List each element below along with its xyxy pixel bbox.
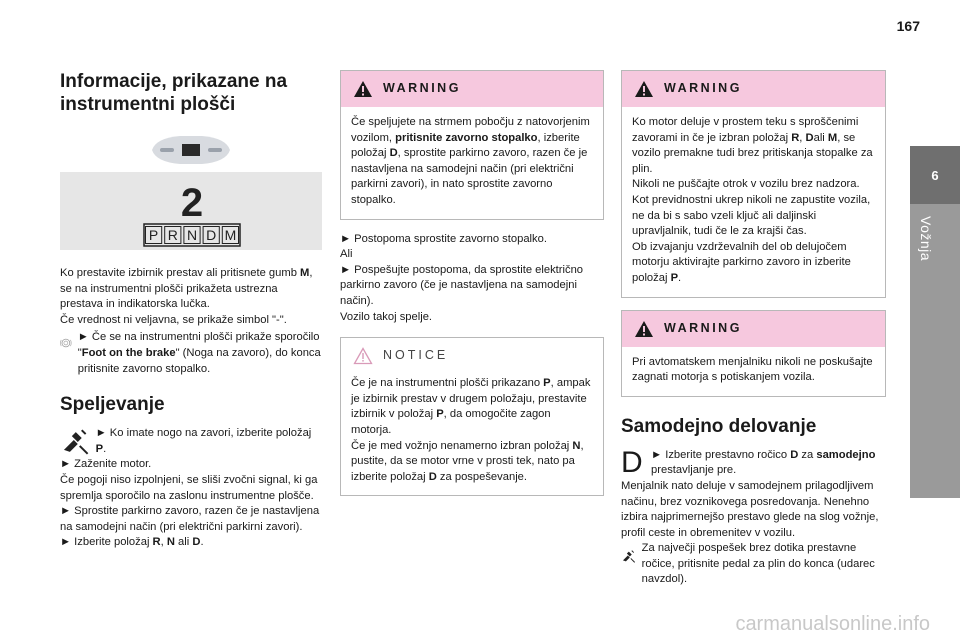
section-heading-info: Informacije, prikazane na instrumentni plošči (60, 71, 288, 115)
notice-text-2: Če je med vožnjo nenamerno izbran položaj N, pustite, da se motor vrne v prosti tek, nato pa izberite položaj D za pospeševanje. (351, 439, 584, 483)
gear-digit: 2 (180, 181, 204, 225)
release-step-2: ► Pospešujte postopoma, da sprostite električno parkirno zavoro (če je nastavljena na samodejni način). (340, 263, 584, 307)
warning-text-4: Ob izvajanju vzdrževalnih del ob delujočem motorju aktivirajte parkirno zavoro in izberite položaj P. (632, 240, 851, 284)
release-step-1: ► Postopoma sprostite zavorno stopalko. (340, 232, 547, 245)
column-2 (340, 70, 604, 496)
notice-label: NOTICE (383, 348, 449, 363)
info-paragraph-1: Ko prestavite izbirnik prestav ali pritisnete gumb M, se na instrumentni plošči prikažeta ustrezna prestava in indikatorska lučka. (60, 267, 313, 311)
chapter-number: 6 (910, 146, 960, 204)
info-paragraph-2: Če vrednost ni veljavna, se prikaže simbol "-". (60, 313, 287, 326)
gear-indicator-display (142, 180, 242, 248)
start-step-4: ► Sprostite parkirno zavoro, razen če je nastavljena na samodejni način (pri električni parkirni zavori). (60, 505, 320, 533)
gear-letter-r: R (167, 227, 178, 243)
start-step-3: Če pogoji niso izpolnjeni, se sliši zvočni signal, ki ga spremlja sporočilo na zaslonu instrumentne plošče. (60, 473, 318, 502)
auto-paragraph-2: Za največji pospešek brez dotika prestavne ročice, pritisnite pedal za plin do konca (udarec navzdol). (641, 542, 875, 586)
foot-on-brake-icon (60, 426, 90, 456)
brake-pedal-icon (60, 330, 72, 356)
notice-text-1: Če je na instrumentni plošči prikazano P, ampak je izbirnik prestav v drugem položaju, prestavite izbirnik v položaj P, da omogočite zagon motorja. (351, 377, 591, 436)
warning-callout-2 (621, 70, 886, 298)
auto-step-1: ► Izberite prestavno ročico D za samodejno prestavljanje pre. (651, 448, 876, 477)
instrument-cluster-icon (60, 128, 322, 170)
footer-watermark: carmanualsonline.info (735, 613, 930, 635)
page-number: 167 (896, 18, 920, 34)
chapter-side-tab[interactable] (910, 146, 960, 498)
chapter-title: Vožnja (918, 216, 934, 262)
warning-label: WARNING (664, 81, 742, 96)
gear-letter-d: D (206, 227, 217, 243)
instrument-panel-illustration (60, 128, 322, 248)
gear-letter-p: P (148, 227, 159, 243)
warning-text-3: Kot previdnostni ukrep nikoli ne zapustite vozila, ne da bi s sabo vzeli ključ ali daljinski upravljalnik, tudi če le za krajši čas. (632, 193, 871, 238)
section-heading-auto: Samodejno delovanje (621, 415, 817, 437)
warning-callout-1 (340, 70, 604, 220)
release-or: Ali (340, 248, 353, 261)
notice-triangle-icon (353, 347, 373, 365)
section-heading-start: Speljevanje (60, 394, 165, 416)
start-step-1: ► Ko imate nogo na zavori, izberite položaj P. (95, 427, 312, 455)
accelerator-pedal-icon (621, 541, 636, 571)
warning-label: WARNING (664, 320, 742, 335)
gear-letter-m: M (224, 227, 237, 243)
gear-d-symbol: D (621, 445, 643, 479)
warning-callout-3 (621, 310, 886, 397)
info-paragraph-3: ► Če se na instrumentni plošči prikaže sporočilo "Foot on the brake" (Noga na zavoro), do konca pritisnite zavorno stopalko. (77, 331, 321, 375)
warning-label: WARNING (383, 81, 461, 96)
warning-triangle-icon (353, 80, 373, 98)
start-step-2: ► Zaženite motor. (60, 458, 152, 471)
notice-callout (340, 337, 604, 496)
release-result: Vozilo takoj spelje. (340, 310, 433, 323)
auto-paragraph-1: Menjalnik nato deluje v samodejnem prilagodljivem načinu, brez voznikovega posredovanja. Nenehno izbira najprimernejšo prestavo glede na slog vožnje, profil ceste in obremenitev v vozilu. (621, 479, 879, 539)
warning-text-1: Ko motor deluje v prostem teku s sproščenimi zavorami in če je izbran položaj R, Dali M, se vozilo premakne tudi brez pritiskanja stopalke za plin. (632, 116, 873, 175)
warning-text: Če speljujete na strmem pobočju z natovorjenim vozilom, pritisnite zavorno stopalko, izberite položaj D, sprostite parkirno zavoro, razen če je nastavljena na samodejni način (pri električni parkirni zavori), in nato sprostite zavorno stopalko. (351, 116, 590, 206)
start-step-5: ► Izberite položaj R, N ali D. (60, 536, 204, 549)
warning-text-2: Nikoli ne puščajte otrok v vozilu brez nadzora. (632, 178, 860, 191)
warning-triangle-icon (634, 320, 654, 338)
warning-push-start-text: Pri avtomatskem menjalniku nikoli ne poskušajte zagnati motorja s potiskanjem vozila. (632, 355, 873, 384)
warning-triangle-icon (634, 80, 654, 98)
gear-letter-n: N (186, 227, 198, 243)
column-3 (621, 70, 886, 588)
column-1 (60, 70, 322, 551)
